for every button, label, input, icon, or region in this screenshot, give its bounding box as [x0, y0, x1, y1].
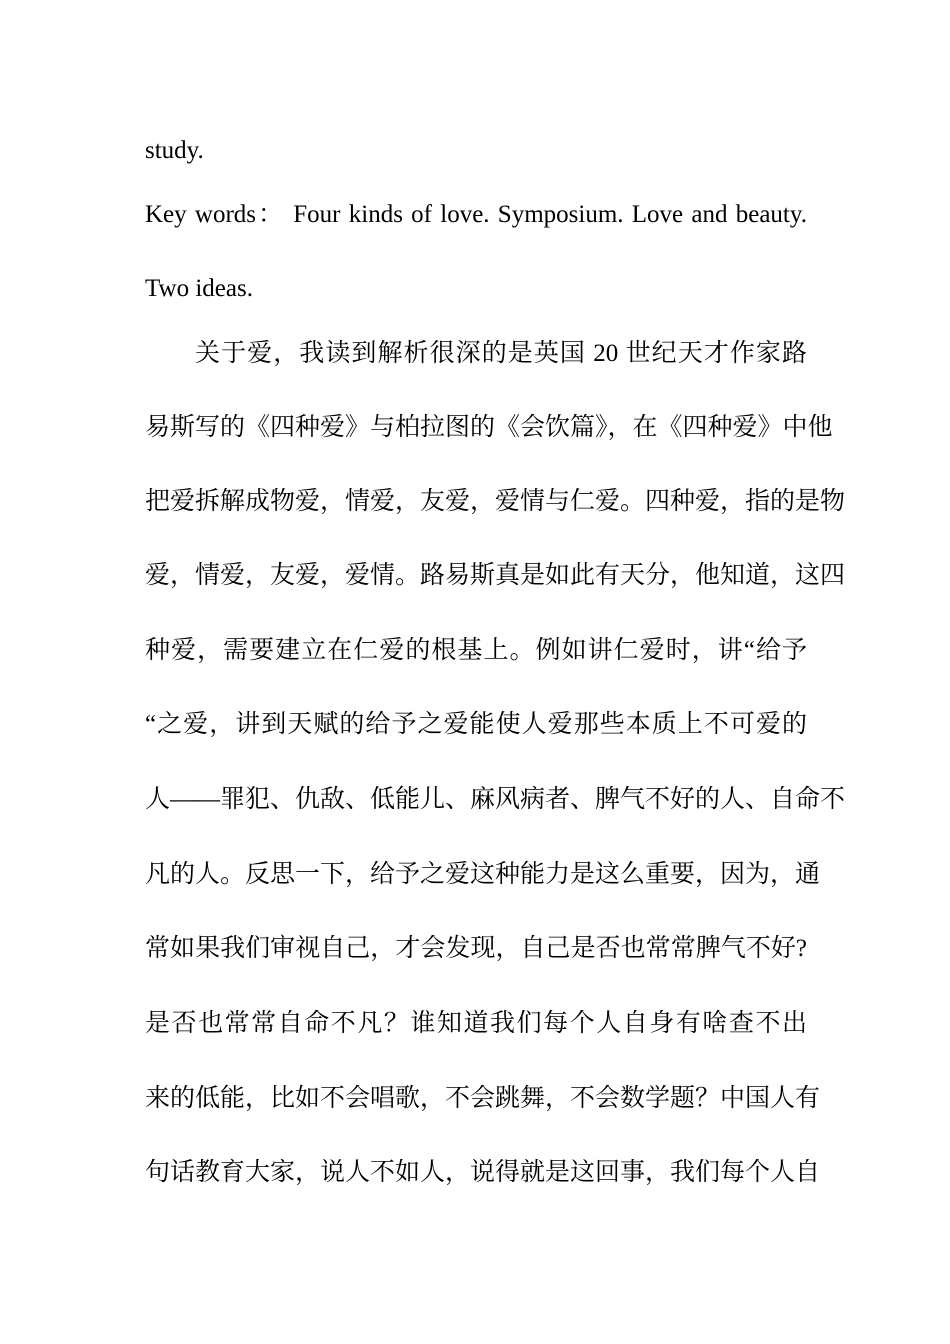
body-paragraph-line: 凡的人。反思一下，给予之爱这种能力是这么重要，因为，通 [145, 861, 821, 888]
body-paragraph-line: “之爱，讲到天赋的给予之爱能使人爱那些本质上不可爱的 [145, 711, 807, 738]
body-paragraph-line: 是否也常常自命不凡？谁知道我们每个人自身有啥查不出 [145, 1010, 807, 1037]
abstract-tail-line: study. [145, 137, 204, 164]
body-paragraph-line: 常如果我们审视自己，才会发现，自己是否也常常脾气不好? [145, 935, 807, 962]
body-paragraph-line: 易斯写的《四种爱》与柏拉图的《会饮篇》，在《四种爱》中他 [145, 414, 833, 441]
body-paragraph-line: 人——罪犯、仇敌、低能儿、麻风病者、脾气不好的人、自命不 [145, 786, 846, 813]
keywords-line-2: Two ideas. [145, 275, 253, 302]
body-paragraph-line: 来的低能，比如不会唱歌，不会跳舞，不会数学题？中国人有 [145, 1085, 821, 1112]
body-paragraph-line: 把爱拆解成物爱，情爱，友爱，爱情与仁爱。四种爱，指的是物 [145, 488, 846, 515]
body-paragraph-line: 种爱，需要建立在仁爱的根基上。例如讲仁爱时，讲“给予 [145, 637, 807, 664]
body-paragraph-line: 句话教育大家，说人不如人，说得就是这回事，我们每个人自 [145, 1159, 821, 1186]
body-paragraph-line: 爱，情爱，友爱，爱情。路易斯真是如此有天分，他知道，这四 [145, 562, 846, 589]
body-paragraph-line: 关于爱，我读到解析很深的是英国 20 世纪天才作家路 [195, 340, 807, 367]
keywords-line-1: Key words： Four kinds of love. Symposium. Love and beauty. [145, 201, 807, 228]
